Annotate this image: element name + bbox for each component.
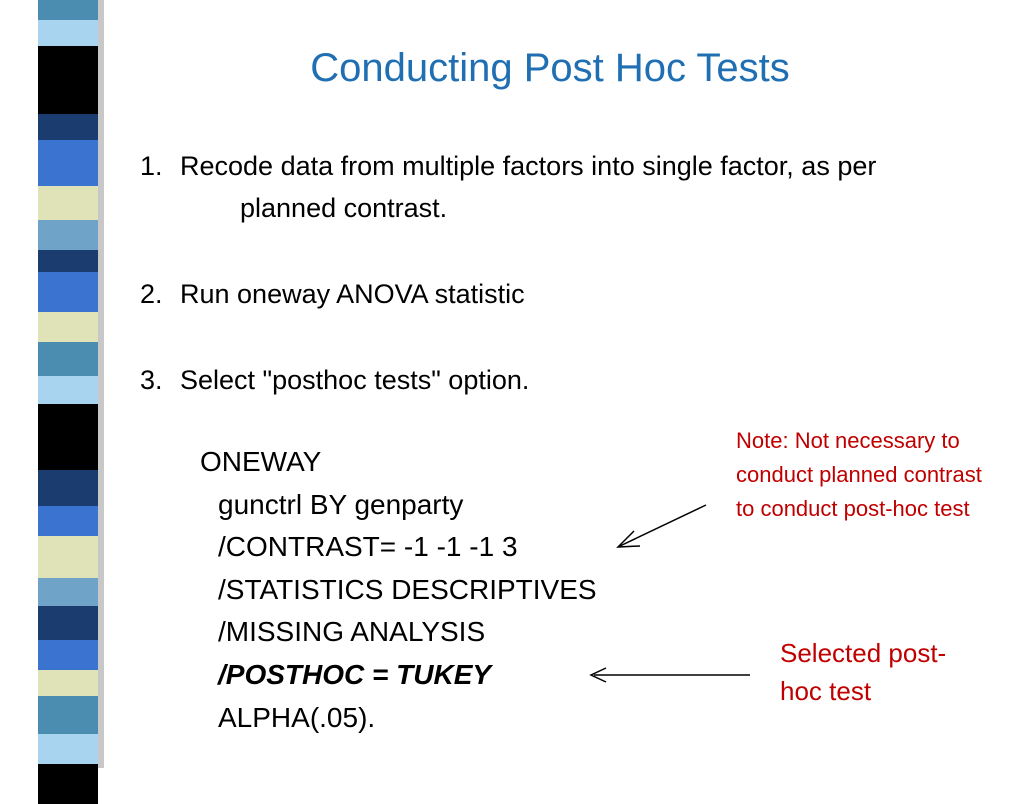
step-1-continuation: planned contrast.: [240, 193, 448, 223]
code-line-1: ONEWAY: [200, 446, 322, 477]
note-line-2: conduct planned contrast: [736, 462, 982, 487]
arrow-to-posthoc: [591, 668, 750, 682]
step-3-text: Select "posthoc tests" option.: [180, 365, 530, 395]
code-line-4: /STATISTICS DESCRIPTIVES: [218, 574, 597, 605]
arrow-to-contrast: [618, 505, 706, 547]
callout-line-2: hoc test: [780, 676, 872, 706]
code-line-7: ALPHA(.05).: [218, 702, 376, 733]
code-line-6: /POSTHOC = TUKEY: [218, 659, 492, 690]
note-line-1: Note: Not necessary to: [736, 428, 960, 453]
step-1-number: 1.: [140, 151, 163, 181]
step-3-number: 3.: [140, 365, 163, 395]
code-line-5: /MISSING ANALYSIS: [218, 616, 486, 647]
code-line-3: /CONTRAST= -1 -1 -1 3: [218, 531, 518, 562]
callout-line-1: Selected post-: [780, 638, 947, 668]
step-2-number: 2.: [140, 279, 163, 309]
stripe-segment: [38, 764, 98, 804]
slide-title: Conducting Post Hoc Tests: [310, 46, 790, 90]
step-2-text: Run oneway ANOVA statistic: [180, 279, 525, 309]
note-line-3: to conduct post-hoc test: [736, 496, 970, 521]
code-line-2: gunctrl BY genparty: [218, 489, 464, 520]
step-1-text: Recode data from multiple factors into single factor, as per: [180, 151, 877, 181]
